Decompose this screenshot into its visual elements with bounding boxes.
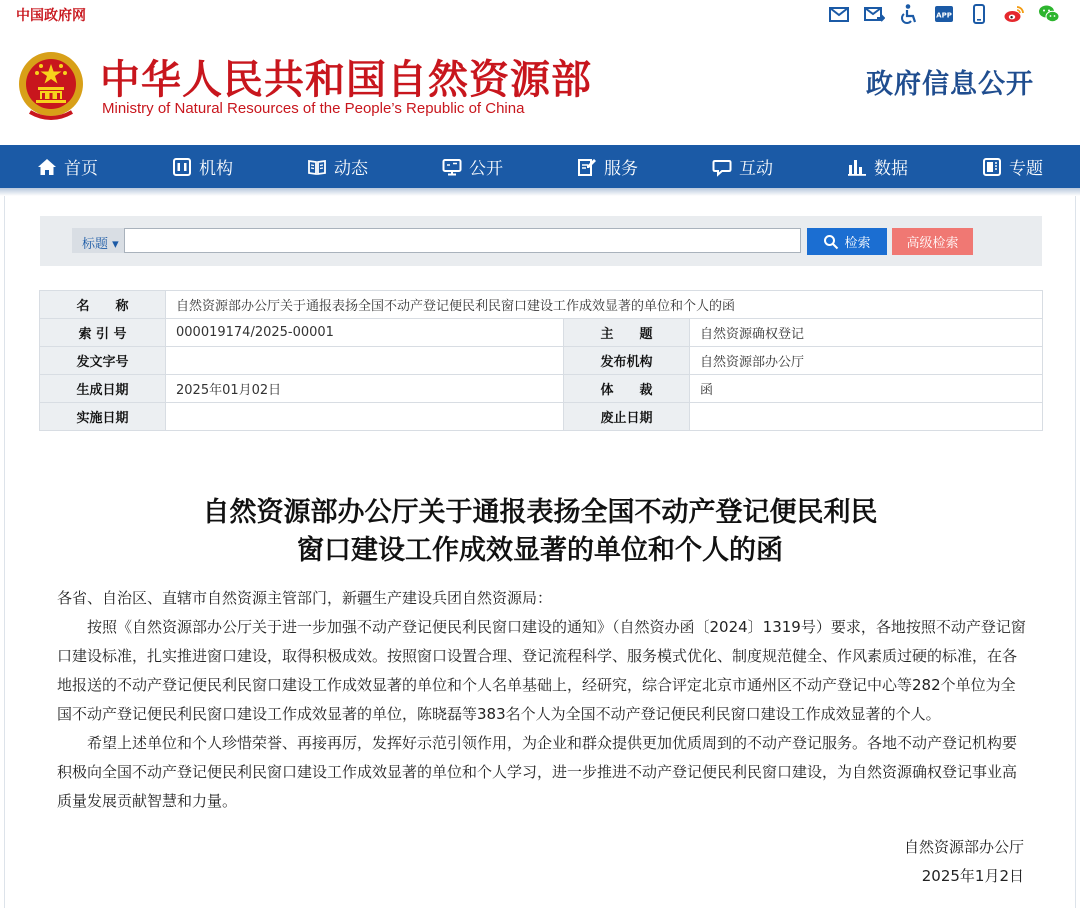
top-icons [828,3,1060,25]
search-field-label: 标题 [82,237,109,252]
index-label: 索 引 号 [40,319,166,347]
article-signer: 自然资源部办公厅 [903,838,1024,856]
nav-item-home[interactable] [0,145,135,188]
nav-item-label: 首页 [64,159,98,179]
weibo-icon[interactable] [1003,3,1025,25]
document-info-table [39,290,1043,431]
site-header [0,30,1080,145]
article-sign-date: 2025年1月2日 [921,867,1024,885]
main-nav [0,145,1080,188]
monitor-icon [442,157,462,177]
expire-date-label: 废止日期 [564,403,690,431]
org-icon [172,157,192,177]
name-value: 自然资源部办公厅关于通报表扬全国不动产登记便民利民窗口建设工作成效显著的单位和个人的函 [166,291,1043,319]
genre-value: 函 [690,375,1043,403]
wechat-icon[interactable] [1038,3,1060,25]
article-paragraph: 按照《自然资源部办公厅关于进一步加强不动产登记便民利民窗口建设的通知》（自然资办函〔2024〕1319号）要求，各地按照不动产登记窗口建设标准，扎实推进窗口建设，取得积极成效。按照窗口设置合理、登记流程科学、服务模式优化、制度规范健全、作风素质过硬的标准，在各地报送的不动产登记便民利民窗口建设工作成效显著的单位和个人名单基础上，经研究，综合评定北京市通州区不动产登记中心等282个单位为全国不动产登记便民利民窗口建设工作成效显著的单位，陈晓磊等383名个人为全国不动产登记便民利民窗口建设工作成效显著的个人。 [57,618,1026,723]
impl-date-value [166,403,564,431]
name-label: 名 称 [40,291,166,319]
nav-item-news[interactable] [270,145,405,188]
nav-item-label: 公开 [469,159,503,179]
table-row [40,375,1043,403]
nav-item-label: 互动 [739,159,773,179]
home-icon [37,157,57,177]
table-row [40,403,1043,431]
mail-icon[interactable] [828,3,850,25]
nav-item-label: 专题 [1009,159,1043,179]
mobile-icon[interactable] [968,3,990,25]
date-value: 2025年01月02日 [166,375,564,403]
nav-item-data[interactable] [810,145,945,188]
search-button[interactable] [807,228,887,255]
expire-date-value [690,403,1043,431]
topic-icon [982,157,1002,177]
chat-icon [712,157,732,177]
national-emblem-icon [16,50,86,122]
article-title-line-2: 窗口建设工作成效显著的单位和个人的函 [297,535,783,566]
table-row [40,291,1043,319]
site-title: 中华人民共和国自然资源部 [100,57,592,103]
app-icon[interactable] [933,3,955,25]
gov-portal-link[interactable]: 中国政府网 [16,8,86,24]
site-subtitle: Ministry of Natural Resources of the People’s Republic of China [102,100,525,117]
nav-item-org[interactable] [135,145,270,188]
docno-value [166,347,564,375]
article-title [0,494,1080,570]
topic-value: 自然资源确权登记 [690,319,1043,347]
book-icon [307,157,327,177]
nav-item-disclosure[interactable] [405,145,540,188]
docno-label: 发文字号 [40,347,166,375]
nav-item-label: 动态 [334,159,368,179]
topic-label: 主 题 [564,319,690,347]
article-body [57,584,1027,816]
accessibility-icon[interactable] [898,3,920,25]
mail-send-icon[interactable] [863,3,885,25]
svg-text:APP: APP [936,11,952,20]
search-input[interactable] [124,228,801,253]
search-button-label: 检索 [844,235,871,250]
date-label: 生成日期 [40,375,166,403]
nav-item-label: 服务 [604,159,638,179]
table-row [40,319,1043,347]
index-value: 000019174/2025-00001 [166,319,564,347]
search-icon [823,234,839,250]
top-bar [0,0,1080,30]
publisher-value: 自然资源部办公厅 [690,347,1043,375]
publisher-label: 发布机构 [564,347,690,375]
impl-date-label: 实施日期 [40,403,166,431]
gov-info-disclosure-title: 政府信息公开 [866,69,1034,100]
nav-item-interaction[interactable] [675,145,810,188]
nav-item-label: 数据 [874,159,908,179]
article-paragraph: 希望上述单位和个人珍惜荣誉、再接再厉，发挥好示范引领作用，为企业和群众提供更加优质周到的不动产登记服务。各地不动产登记机构要积极向全国不动产登记便民利民窗口建设工作成效显著的单位和个人学习，进一步推进不动产登记便民利民窗口建设，为自然资源确权登记事业高质量发展贡献智慧和力量。 [57,734,1018,810]
search-field-select[interactable]: 标题 ▾ [72,228,124,253]
genre-label: 体 裁 [564,375,690,403]
nav-item-service[interactable] [540,145,675,188]
table-row [40,347,1043,375]
article-title-line-1: 自然资源部办公厅关于通报表扬全国不动产登记便民利民 [202,497,878,528]
advanced-search-button[interactable]: 高级检索 [892,228,973,255]
nav-item-label: 机构 [199,159,233,179]
nav-item-topics[interactable] [945,145,1080,188]
article-salutation: 各省、自治区、直辖市自然资源主管部门，新疆生产建设兵团自然资源局： [57,589,553,607]
edit-icon [577,157,597,177]
nav-shadow [0,188,1080,196]
bar-chart-icon [847,157,867,177]
